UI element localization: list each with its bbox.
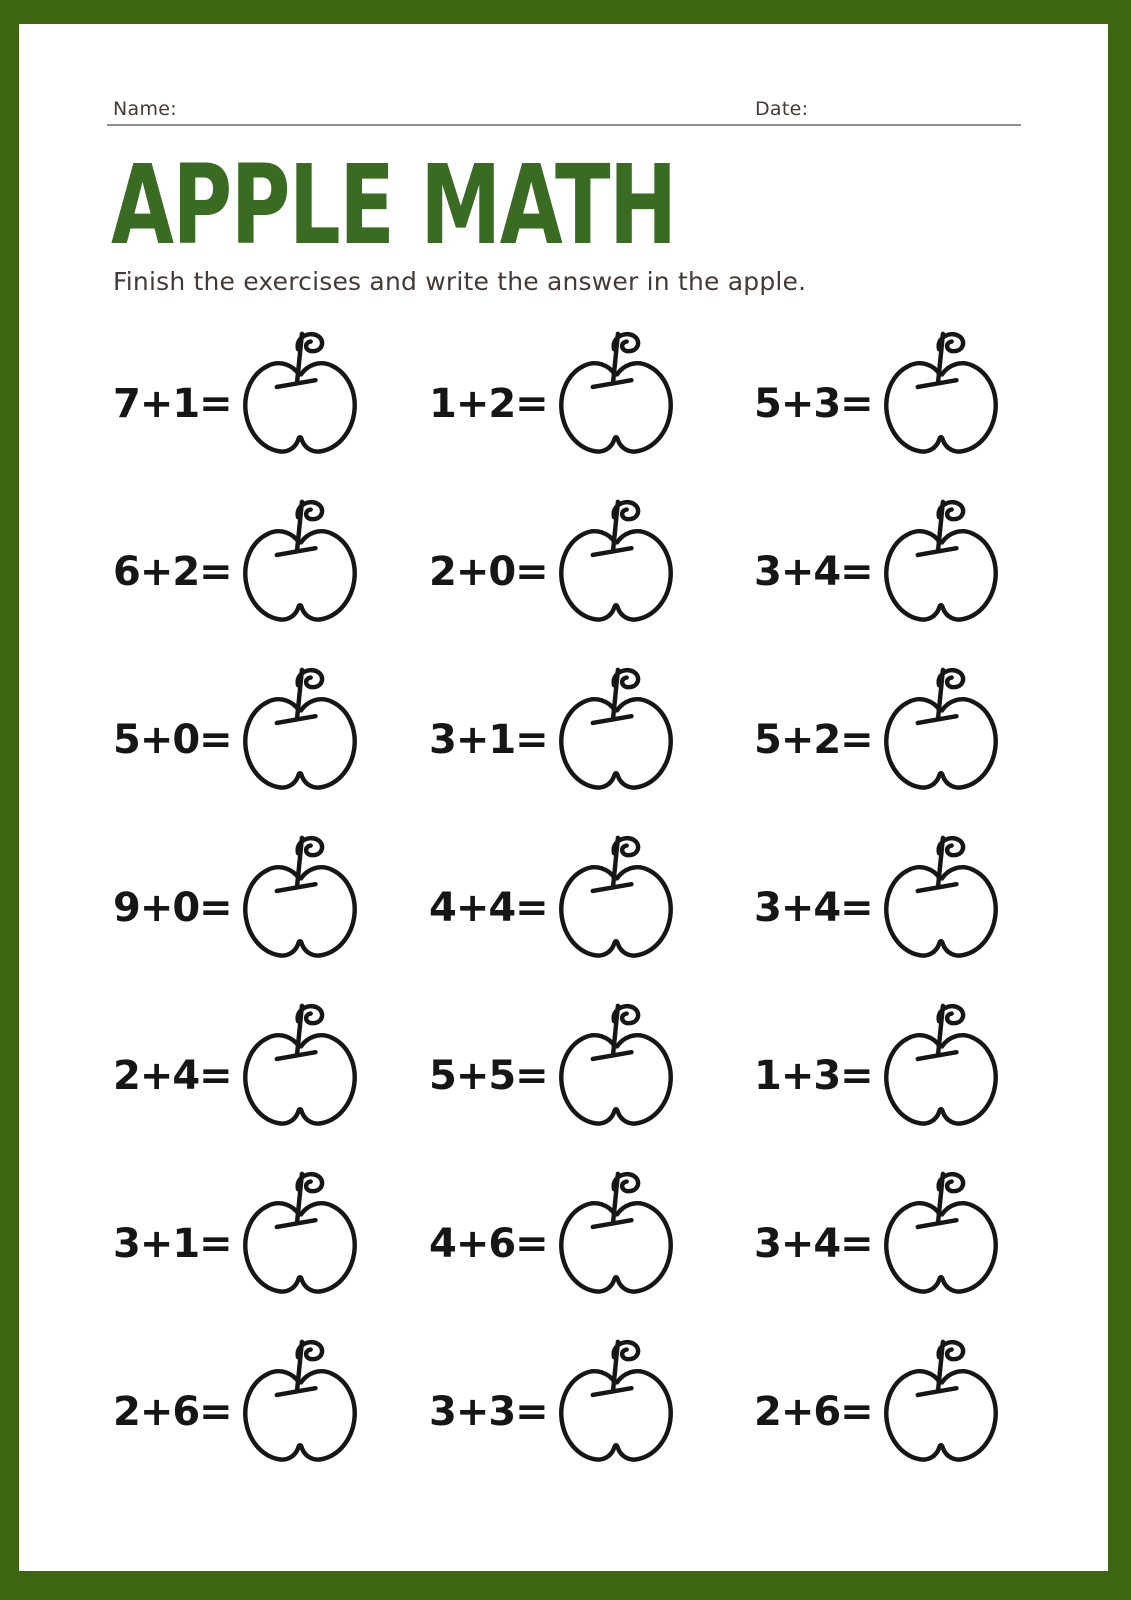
problem-label: 3+3=	[429, 1389, 548, 1435]
apple-icon	[237, 1168, 363, 1315]
problem-label: 6+2=	[113, 549, 232, 595]
apple-icon	[878, 1168, 1004, 1315]
apple-body	[886, 699, 995, 787]
date-label: Date:	[755, 98, 809, 120]
math-problem-cell	[429, 992, 754, 1160]
problem-label: 1+3=	[754, 1053, 873, 1099]
math-problem-cell	[113, 488, 429, 656]
math-problem-cell	[429, 1328, 754, 1496]
apple-body	[245, 867, 354, 955]
apple-answer-slot[interactable]	[553, 328, 679, 475]
apple-answer-slot[interactable]	[878, 328, 1004, 475]
problem-label: 2+6=	[113, 1389, 232, 1435]
apple-answer-slot[interactable]	[237, 1336, 363, 1483]
apple-icon	[878, 328, 1004, 475]
math-problem-cell	[429, 1160, 754, 1328]
math-problem-cell	[754, 320, 1021, 488]
page-subtitle: Finish the exercises and write the answer in the apple.	[113, 267, 807, 296]
apple-body	[245, 1203, 354, 1291]
apple-icon	[553, 328, 679, 475]
apple-answer-slot[interactable]	[553, 832, 679, 979]
apple-body	[245, 363, 354, 451]
problem-label: 3+4=	[754, 885, 873, 931]
worksheet-page	[19, 24, 1108, 1571]
problem-label: 7+1=	[113, 381, 232, 427]
math-problem-cell	[429, 656, 754, 824]
problem-label: 3+1=	[113, 1221, 232, 1267]
apple-answer-slot[interactable]	[878, 496, 1004, 643]
apple-body	[886, 867, 995, 955]
apple-answer-slot[interactable]	[237, 664, 363, 811]
apple-icon	[553, 832, 679, 979]
problem-label: 3+4=	[754, 549, 873, 595]
problem-label: 4+4=	[429, 885, 548, 931]
apple-answer-slot[interactable]	[553, 1168, 679, 1315]
apple-icon	[237, 664, 363, 811]
math-problem-cell	[429, 824, 754, 992]
apple-body	[561, 363, 670, 451]
apple-answer-slot[interactable]	[878, 664, 1004, 811]
apple-body	[245, 531, 354, 619]
apple-icon	[553, 1000, 679, 1147]
apple-icon	[878, 832, 1004, 979]
problem-label: 3+1=	[429, 717, 548, 763]
page-title: APPLE MATH	[111, 141, 676, 269]
apple-body	[561, 1203, 670, 1291]
apple-answer-slot[interactable]	[878, 1336, 1004, 1483]
apple-icon	[878, 496, 1004, 643]
math-problem-cell	[754, 992, 1021, 1160]
problem-label: 1+2=	[429, 381, 548, 427]
apple-answer-slot[interactable]	[237, 328, 363, 475]
problem-label: 5+0=	[113, 717, 232, 763]
problem-label: 5+5=	[429, 1053, 548, 1099]
apple-icon	[553, 1336, 679, 1483]
apple-body	[245, 1371, 354, 1459]
apple-icon	[553, 664, 679, 811]
name-label: Name:	[113, 98, 177, 120]
math-problem-cell	[754, 1160, 1021, 1328]
math-problem-cell	[113, 320, 429, 488]
math-problem-cell	[429, 488, 754, 656]
apple-icon	[553, 1168, 679, 1315]
math-problem-cell	[113, 1328, 429, 1496]
math-problem-cell	[113, 824, 429, 992]
apple-body	[245, 1035, 354, 1123]
math-problem-cell	[754, 1328, 1021, 1496]
apple-icon	[878, 1000, 1004, 1147]
apple-body	[561, 1035, 670, 1123]
apple-body	[561, 867, 670, 955]
problem-label: 4+6=	[429, 1221, 548, 1267]
problem-label: 2+0=	[429, 549, 548, 595]
apple-body	[561, 699, 670, 787]
problem-label: 9+0=	[113, 885, 232, 931]
problem-label: 2+6=	[754, 1389, 873, 1435]
apple-icon	[237, 1336, 363, 1483]
apple-body	[886, 1371, 995, 1459]
apple-icon	[237, 328, 363, 475]
apple-icon	[237, 1000, 363, 1147]
problems-grid	[113, 320, 1021, 1496]
apple-answer-slot[interactable]	[237, 1168, 363, 1315]
math-problem-cell	[754, 488, 1021, 656]
apple-body	[886, 1035, 995, 1123]
apple-body	[886, 1203, 995, 1291]
apple-answer-slot[interactable]	[553, 664, 679, 811]
apple-body	[561, 1371, 670, 1459]
problem-label: 2+4=	[113, 1053, 232, 1099]
math-problem-cell	[429, 320, 754, 488]
apple-icon	[878, 664, 1004, 811]
apple-answer-slot[interactable]	[878, 832, 1004, 979]
name-date-rule[interactable]	[107, 124, 1021, 126]
problem-label: 3+4=	[754, 1221, 873, 1267]
apple-answer-slot[interactable]	[237, 496, 363, 643]
math-problem-cell	[113, 1160, 429, 1328]
apple-icon	[237, 496, 363, 643]
apple-answer-slot[interactable]	[553, 496, 679, 643]
apple-body	[561, 531, 670, 619]
problem-label: 5+2=	[754, 717, 873, 763]
apple-body	[886, 363, 995, 451]
apple-icon	[237, 832, 363, 979]
apple-answer-slot[interactable]	[237, 1000, 363, 1147]
apple-answer-slot[interactable]	[878, 1168, 1004, 1315]
math-problem-cell	[754, 824, 1021, 992]
apple-answer-slot[interactable]	[553, 1000, 679, 1147]
apple-icon	[553, 496, 679, 643]
problem-label: 5+3=	[754, 381, 873, 427]
math-problem-cell	[113, 656, 429, 824]
apple-answer-slot[interactable]	[553, 1336, 679, 1483]
apple-answer-slot[interactable]	[237, 832, 363, 979]
math-problem-cell	[754, 656, 1021, 824]
math-problem-cell	[113, 992, 429, 1160]
apple-answer-slot[interactable]	[878, 1000, 1004, 1147]
apple-body	[245, 699, 354, 787]
apple-icon	[878, 1336, 1004, 1483]
apple-body	[886, 531, 995, 619]
